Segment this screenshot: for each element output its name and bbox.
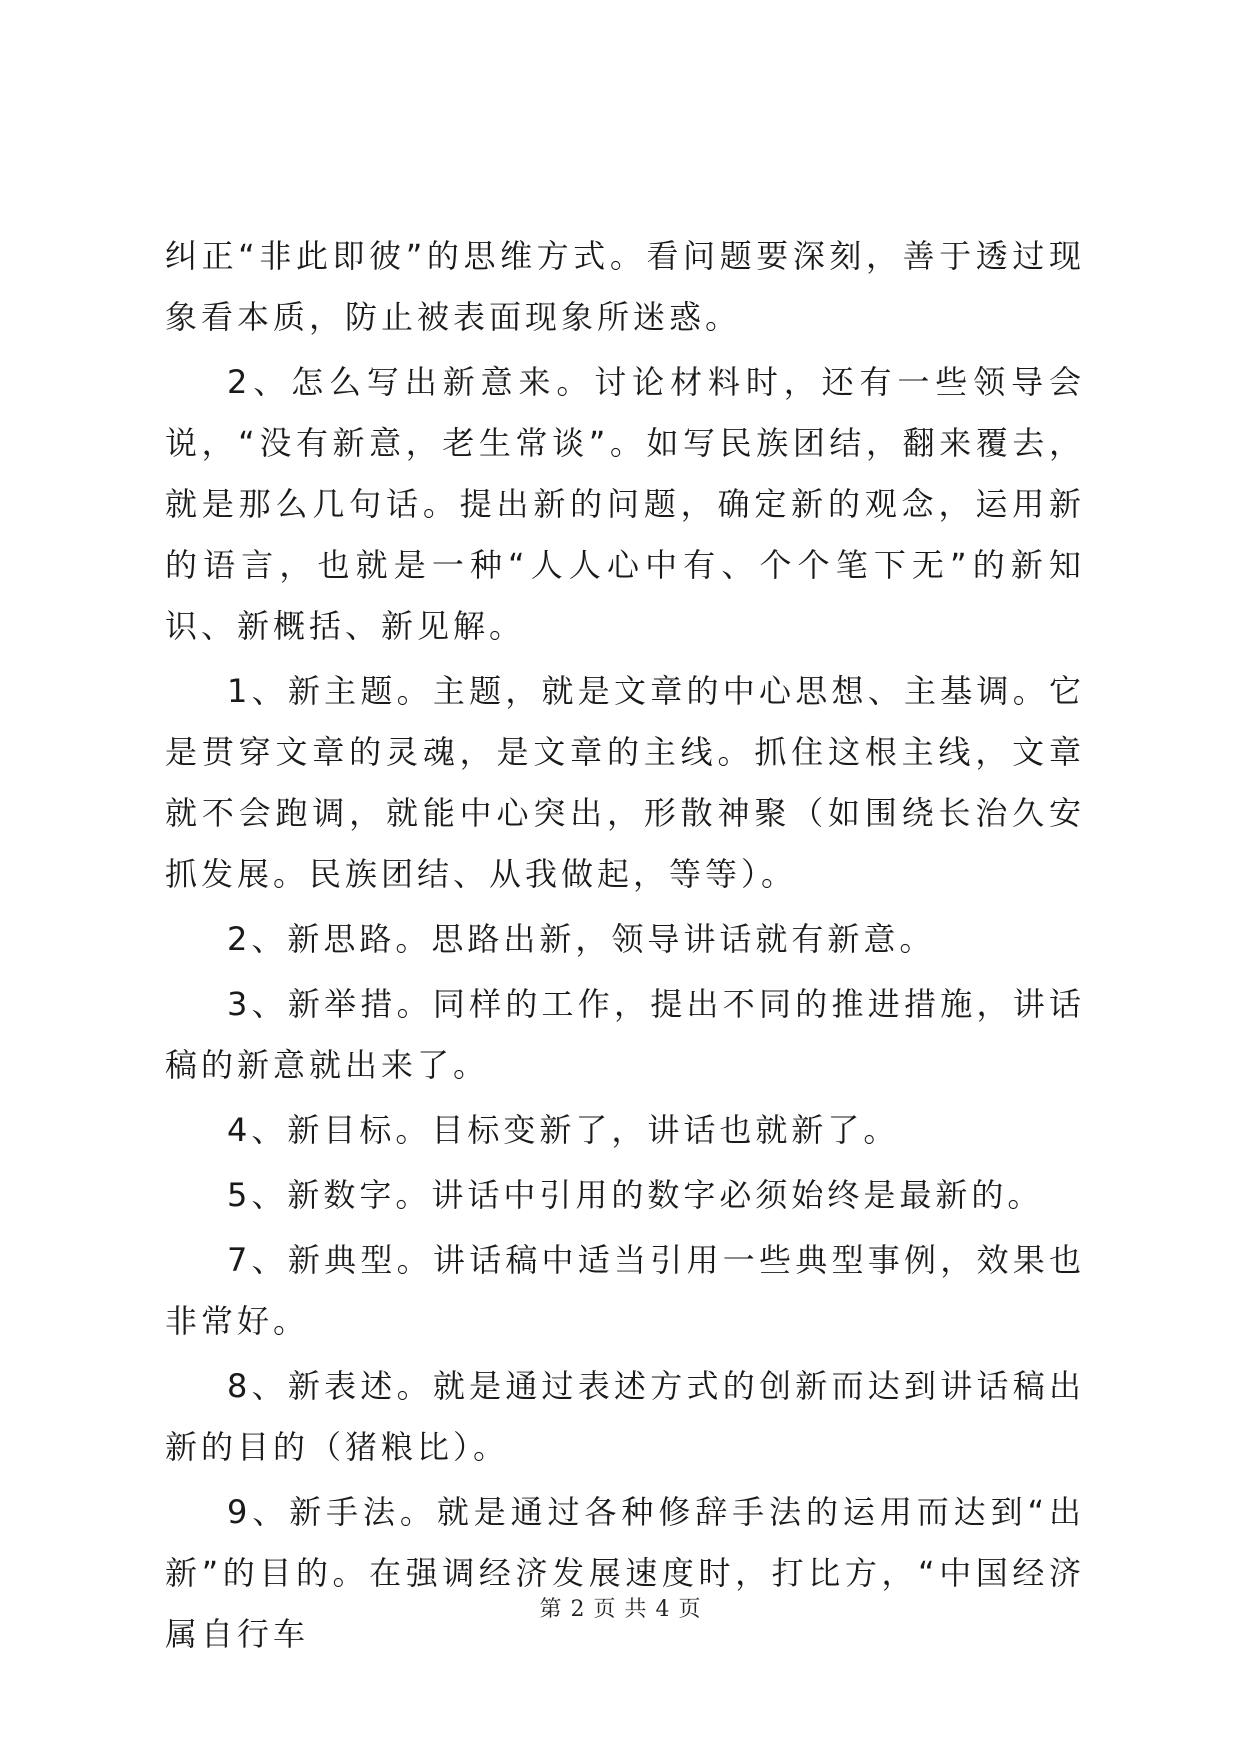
paragraph-5: 3、新举措。同样的工作，提出不同的推进措施，讲话稿的新意就出来了。	[165, 985, 1085, 1084]
paragraph-4: 2、新思路。思路出新，领导讲话就有新意。	[227, 920, 936, 958]
paragraph-9: 8、新表述。就是通过表述方式的创新而达到讲话稿出新的目的（猪粮比）。	[165, 1367, 1085, 1466]
paragraph-1: 纠正“非此即彼”的思维方式。看问题要深刻，善于透过现象看本质，防止被表面现象所迷惑。	[165, 237, 1085, 336]
paragraph-2: 2、怎么写出新意来。讨论材料时，还有一些领导会说，“没有新意，老生常谈”。如写民族团结，翻来覆去，就是那么几句话。提出新的问题，确定新的观念，运用新的语言，也就是一种“人人心中有、个个笔下无”的新知识、新概括、新见解。	[165, 363, 1085, 645]
paragraph-6: 4、新目标。目标变新了，讲话也就新了。	[227, 1111, 900, 1149]
paragraph-10: 9、新手法。就是通过各种修辞手法的运用而达到“出新”的目的。在强调经济发展速度时，打比方，“中国经济属自行车	[165, 1493, 1085, 1653]
paragraph-3: 1、新主题。主题，就是文章的中心思想、主基调。它是贯穿文章的灵魂，是文章的主线。抓住这根主线，文章就不会跑调，就能中心突出，形散神聚（如围绕长治久安抓发展。民族团结、从我做起，等等）。	[165, 672, 1085, 893]
paragraph-7: 5、新数字。讲话中引用的数字必须始终是最新的。	[227, 1176, 1044, 1214]
document-body	[165, 226, 1085, 1669]
page-number-footer: 第 2 页 共 4 页	[539, 1597, 702, 1622]
paragraph-8: 7、新典型。讲话稿中适当引用一些典型事例，效果也非常好。	[165, 1241, 1085, 1340]
